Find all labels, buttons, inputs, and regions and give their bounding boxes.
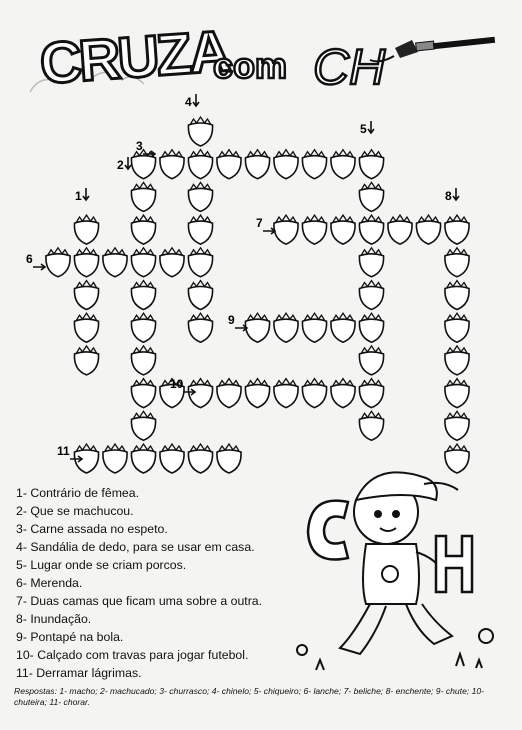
- clue-11: 11- Derramar lágrimas.: [16, 666, 142, 680]
- crossword-cell[interactable]: [274, 313, 298, 342]
- crossword-cell[interactable]: [359, 379, 383, 408]
- crossword-cell[interactable]: [131, 281, 155, 310]
- word-number-8: 8: [445, 189, 452, 203]
- word-number-2: 2: [117, 158, 124, 172]
- crossword-cell[interactable]: [131, 346, 155, 375]
- word-arrow-6: [33, 264, 45, 270]
- crossword-cell[interactable]: [359, 182, 383, 211]
- crossword-cell[interactable]: [274, 379, 298, 408]
- clue-7: 7- Duas camas que ficam uma sobre a outra.: [16, 594, 263, 608]
- title-middle: com: [213, 45, 288, 86]
- crossword-cell[interactable]: [188, 182, 212, 211]
- crossword-cell[interactable]: [245, 150, 269, 179]
- word-arrow-2: [125, 157, 131, 169]
- crossword-cell[interactable]: [445, 215, 469, 244]
- crossword-cell[interactable]: [74, 313, 98, 342]
- word-arrow-7: [263, 228, 275, 234]
- title-main: CRUZA: [37, 18, 230, 97]
- word-number-6: 6: [26, 252, 33, 266]
- crossword-cell[interactable]: [74, 215, 98, 244]
- crossword-cell[interactable]: [445, 281, 469, 310]
- word-number-5: 5: [360, 122, 367, 136]
- crossword-cell[interactable]: [131, 215, 155, 244]
- crossword-cell[interactable]: [302, 150, 326, 179]
- crossword-cell[interactable]: [445, 313, 469, 342]
- crossword-cell[interactable]: [359, 411, 383, 440]
- clue-6: 6- Merenda.: [16, 576, 83, 590]
- crossword-cell[interactable]: [445, 411, 469, 440]
- word-arrow-4: [193, 94, 199, 106]
- crossword-cell[interactable]: [74, 248, 98, 277]
- crossword-cell[interactable]: [359, 281, 383, 310]
- crossword-cell[interactable]: [274, 150, 298, 179]
- crossword-cell[interactable]: [160, 150, 184, 179]
- crossword-cell[interactable]: [359, 150, 383, 179]
- crossword-cell[interactable]: [131, 182, 155, 211]
- clue-3: 3- Carne assada no espeto.: [16, 522, 168, 536]
- crossword-cell[interactable]: [160, 444, 184, 473]
- word-arrow-5: [368, 121, 374, 133]
- word-number-7: 7: [256, 216, 263, 230]
- crossword-cell[interactable]: [416, 215, 440, 244]
- word-arrow-1: [83, 188, 89, 200]
- word-arrow-9: [235, 325, 247, 331]
- clue-5: 5- Lugar onde se criam porcos.: [16, 558, 187, 572]
- word-arrow-8: [453, 188, 459, 200]
- word-number-3: 3: [136, 139, 143, 153]
- crossword-cell[interactable]: [188, 444, 212, 473]
- crossword-cell[interactable]: [131, 379, 155, 408]
- clue-2: 2- Que se machucou.: [16, 504, 134, 518]
- crossword-cell[interactable]: [103, 444, 127, 473]
- clue-8: 8- Inundação.: [16, 612, 92, 626]
- clue-9: 9- Pontapé na bola.: [16, 630, 124, 644]
- crossword-cell[interactable]: [359, 346, 383, 375]
- word-number-1: 1: [75, 189, 82, 203]
- crossword-cell[interactable]: [445, 248, 469, 277]
- clue-4: 4- Sandália de dedo, para se usar em casa.: [16, 540, 255, 554]
- crossword-cell[interactable]: [445, 346, 469, 375]
- crossword-cell[interactable]: [131, 411, 155, 440]
- crossword-cell[interactable]: [331, 215, 355, 244]
- crossword-cell[interactable]: [217, 150, 241, 179]
- crossword-cell[interactable]: [388, 215, 412, 244]
- clue-1: 1- Contrário de fêmea.: [16, 486, 140, 500]
- crossword-cell[interactable]: [445, 379, 469, 408]
- crossword-cell[interactable]: [302, 313, 326, 342]
- answer-key: Respostas: 1- macho; 2- machucado; 3- churrasco; 4- chinelo; 5- chiqueiro; 6- lanche; 7- beliche; 8- enchente; 9- chute; 10- chuteira; 11- chorar.: [14, 686, 485, 707]
- crossword-cell[interactable]: [160, 248, 184, 277]
- crossword-cell[interactable]: [188, 379, 212, 408]
- clue-list: [16, 484, 346, 682]
- crossword-cell[interactable]: [245, 379, 269, 408]
- crossword-cell[interactable]: [359, 215, 383, 244]
- title-end: CH: [313, 39, 386, 95]
- crossword-cell[interactable]: [188, 117, 212, 146]
- crossword-cell[interactable]: [302, 215, 326, 244]
- crossword-cell[interactable]: [331, 150, 355, 179]
- clue-10: 10- Calçado com travas para jogar futebol.: [16, 648, 249, 662]
- crossword-cell[interactable]: [74, 346, 98, 375]
- crossword-cell[interactable]: [302, 379, 326, 408]
- crossword-cell[interactable]: [103, 248, 127, 277]
- crossword-cell[interactable]: [331, 313, 355, 342]
- word-number-4: 4: [185, 95, 192, 109]
- crossword-cell[interactable]: [359, 313, 383, 342]
- word-number-9: 9: [228, 313, 235, 327]
- crossword-cell[interactable]: [131, 444, 155, 473]
- crossword-cell[interactable]: [188, 281, 212, 310]
- crossword-cell[interactable]: [217, 444, 241, 473]
- crossword-cell[interactable]: [331, 379, 355, 408]
- crossword-cell[interactable]: [188, 215, 212, 244]
- crossword-cell[interactable]: [245, 313, 269, 342]
- crossword-cell[interactable]: [131, 248, 155, 277]
- crossword-cell[interactable]: [274, 215, 298, 244]
- word-number-11: 11: [57, 444, 70, 458]
- word-number-10: 10: [170, 377, 184, 391]
- crossword-cell[interactable]: [359, 248, 383, 277]
- crossword-cell[interactable]: [217, 379, 241, 408]
- crossword-cell[interactable]: [131, 313, 155, 342]
- crossword-cell[interactable]: [46, 248, 70, 277]
- crossword-cell[interactable]: [188, 150, 212, 179]
- crossword-cell[interactable]: [188, 248, 212, 277]
- crossword-cell[interactable]: [188, 313, 212, 342]
- crossword-cell[interactable]: [74, 281, 98, 310]
